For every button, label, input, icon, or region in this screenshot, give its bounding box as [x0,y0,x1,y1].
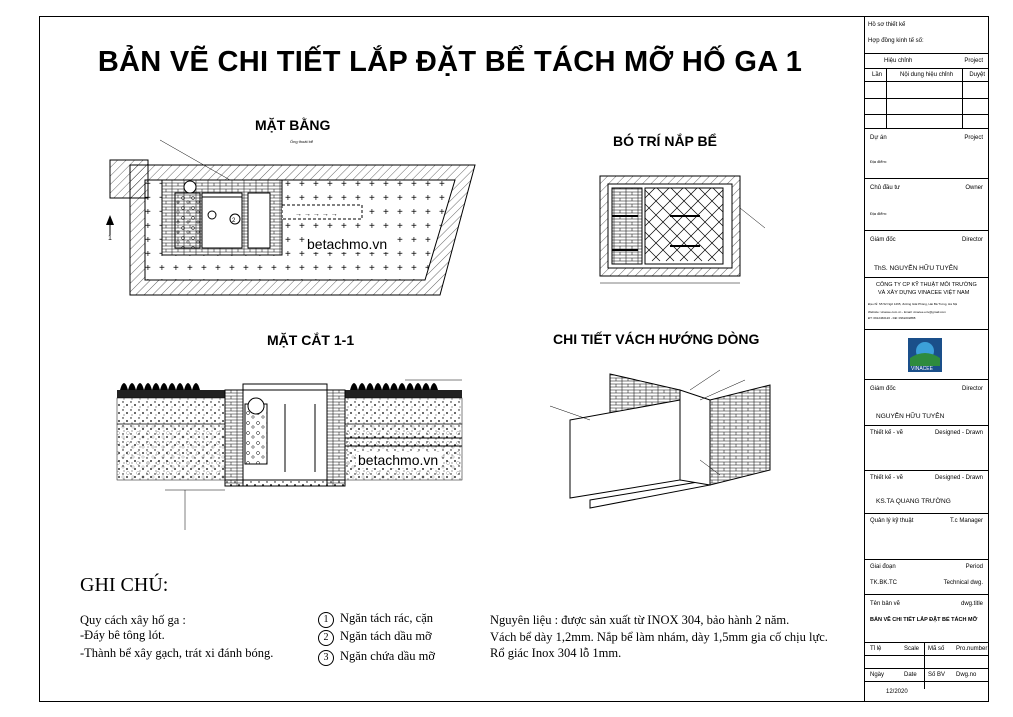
title-block: Hồ sơ thiết kế Hợp đồng kinh tế số: Hiệu chỉnh Project Lần Nội dung hiệu chỉnh Duyệt Dự án Project Địa điểm: Chủ đầu tư Owner Địa điểm: Giám đốc Director ThS. NGUYỄN HỮU TUYÊN CÔNG TY CP KỸ THUẬT MÔI TRƯỜNG VÀ XÂY DỰNG VINACEE VIỆT NAM Địa chỉ: S5 52 Ngõ 1295, đường Giải Phóng, Hai Bà Trưng, Hà Nội Website: vinacee.com.vn - Email: vinacee.env@gmail.com ĐT: 0912460120 - DĐ: 0962202888 VINACEE Giám đốc Director NGUYỄN HỮU TUYÊN Thiết kế - vẽ Designed - Drawn Thiết kế - vẽ Designed - Drawn KS.TA QUANG TRƯỜNG Quản lý kỹ thuật T.c Manager Giai đoạn Period TK.BK.TC Technical dwg. Tên bản vẽ dwg.title BẢN VẼ CHI TIẾT LẮP ĐẶT BỂ TÁCH MỠ Tỉ lệ Scale Mã số Pro.number Ngày Date Số BV Dwg.no 12/2020 [864,16,989,702]
drawing-frame [39,16,989,702]
svg-text:→ → → → →: → → → → → [295,211,338,218]
plan-view-title: MẶT BẰNG [255,117,331,133]
cover-layout-drawing [590,168,790,293]
watermark-plan: betachmo.vn [307,236,388,252]
legend-item-2: 2 Ngăn tách dầu mỡ [318,629,432,646]
svg-text:1: 1 [108,235,112,242]
spec-title: Quy cách xây hố ga : [80,613,186,627]
material-line-3: Rổ giác Inox 304 lỗ 1mm. [490,646,622,660]
svg-text:VINACEE: VINACEE [911,366,933,372]
plan-view-drawing [100,135,490,305]
svg-text:2: 2 [232,218,236,224]
section-view-drawing [105,360,525,530]
baffle-detail-drawing [550,360,790,540]
material-line-1: Nguyên liệu : được sản xuất từ INOX 304, bảo hành 2 năm. [490,613,790,627]
legend-item-3: 3 Ngăn chứa dầu mỡ [318,649,435,666]
spec-line-2: -Thành bể xây gạch, trát xi đánh bóng. [80,646,274,660]
vinacee-logo [906,336,944,374]
notes-heading: GHI CHÚ: [80,574,169,596]
material-line-2: Vách bể dày 1,2mm. Nắp bể làm nhám, dày 1,5mm gia cố chịu lực. [490,630,828,644]
watermark-section: betachmo.vn [358,452,439,468]
spec-line-1: -Đáy bê tông lót. [80,628,165,642]
svg-text:Ống thoát bể: Ống thoát bể [290,139,314,144]
cover-view-title: BÓ TRÍ NẮP BỂ [613,133,717,149]
baffle-view-title: CHI TIẾT VÁCH HƯỚNG DÒNG [553,331,760,347]
legend-item-1: 1 Ngăn tách rác, cặn [318,611,433,628]
page-title: BẢN VẼ CHI TIẾT LẮP ĐẶT BỂ TÁCH MỠ HỐ GA 1 [97,46,803,78]
section-view-title: MẶT CẮT 1-1 [267,332,355,348]
